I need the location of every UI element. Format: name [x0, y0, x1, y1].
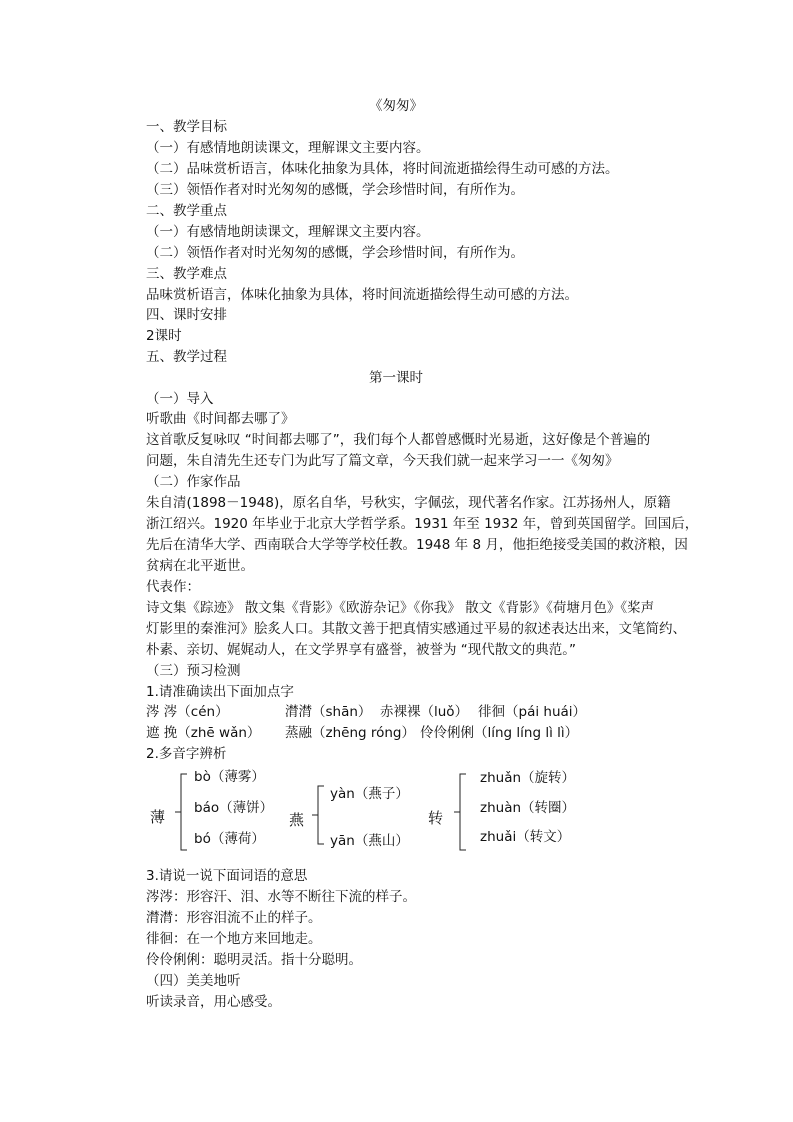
definition-line: 伶伶俐俐：聪明灵活。指十分聪明。: [146, 952, 362, 968]
pinyin-item: 赤裸裸（luǒ）: [380, 704, 469, 720]
question-1: 1.请准确读出下面加点字: [146, 684, 294, 700]
lesson-title: 第一课时: [369, 370, 423, 386]
polyphone-option: yàn（燕子）: [330, 786, 409, 802]
question-2: 2.多音字辨析: [146, 746, 227, 762]
key-point-item: （二）领悟作者对时光匆匆的感慨，学会珍惜时间，有所作为。: [146, 245, 524, 261]
section-heading-key-points: 二、教学重点: [146, 203, 227, 219]
bio-line: 贫病在北平逝世。: [146, 558, 254, 574]
polyphone-char-bao: 薄: [150, 808, 166, 826]
schedule-text: 2课时: [146, 328, 182, 344]
section-heading-process: 五、教学过程: [146, 349, 227, 365]
polyphone-option: zhuàn（转圈）: [480, 800, 576, 816]
listen-text: 听读录音，用心感受。: [146, 994, 281, 1010]
intro-paragraph-line: 这首歌反复咏叹 “时间都去哪了”，我们每个人都曾感慨时光易逝，这好像是个普遍的: [146, 432, 651, 448]
part-heading-listen: （四）美美地听: [146, 973, 241, 989]
works-line: 灯影里的秦淮河》脍炙人口。其散文善于把真情实感通过平易的叙述表达出来，文笔简约、: [146, 621, 686, 637]
section-heading-schedule: 四、课时安排: [146, 307, 227, 323]
works-label: 代表作：: [146, 579, 200, 595]
polyphone-option: bò（薄雾）: [194, 769, 265, 785]
definition-line: 潸潸：形容泪流不止的样子。: [146, 910, 322, 926]
polyphone-option: yān（燕山）: [330, 833, 409, 849]
key-point-item: （一）有感情地朗读课文，理解课文主要内容。: [146, 224, 430, 240]
brace-yan: [312, 784, 326, 846]
works-line: 朴素、亲切、娓娓动人，在文学界享有盛誉，被誉为 “现代散文的典范。”: [146, 642, 577, 658]
pinyin-item: 伶伶俐俐（líng líng lì lì）: [420, 725, 579, 741]
polyphone-char-zhuan: 转: [428, 809, 444, 827]
difficulty-text: 品味赏析语言，体味化抽象为具体，将时间流逝描绘得生动可感的方法。: [146, 287, 578, 303]
question-3: 3.请说一说下面词语的意思: [146, 868, 308, 884]
document-title: 《匆匆》: [369, 98, 423, 114]
pinyin-item: 蒸融（zhēng róng）: [285, 725, 416, 741]
polyphone-option: zhuǎn（旋转）: [480, 770, 576, 786]
brace-bao: [175, 772, 189, 852]
pinyin-item: 潸潸（shān）: [285, 704, 372, 720]
bio-line: 先后在清华大学、西南联合大学等学校任教。1948 年 8 月，他拒绝接受美国的救济粮，因: [146, 537, 688, 553]
objective-item: （二）品味赏析语言，体味化抽象为具体，将时间流逝描绘得生动可感的方法。: [146, 161, 619, 177]
objective-item: （一）有感情地朗读课文，理解课文主要内容。: [146, 140, 430, 156]
part-heading-intro: （一）导入: [146, 391, 214, 407]
works-line: 诗文集《踪迹》 散文集《背影》《欧游杂记》《你我》 散文《背影》《荷塘月色》《桨声: [146, 600, 655, 616]
section-heading-objectives: 一、教学目标: [146, 119, 227, 135]
polyphone-option: zhuǎi（转文）: [480, 829, 571, 845]
part-heading-preview: （三）预习检测: [146, 663, 241, 679]
polyphone-option: bó（薄荷）: [194, 831, 265, 847]
pinyin-item: 涔 涔（cén）: [146, 704, 229, 720]
pinyin-item: 徘徊（pái huái）: [478, 704, 587, 720]
objective-item: （三）领悟作者对时光匆匆的感慨，学会珍惜时间，有所作为。: [146, 182, 524, 198]
bio-line: 浙江绍兴。1920 年毕业于北京大学哲学系。1931 年至 1932 年，曾到英国留学。回国后，: [146, 516, 699, 532]
brace-zhuan: [454, 772, 468, 852]
definition-line: 徘徊：在一个地方来回地走。: [146, 931, 322, 947]
intro-paragraph-line: 问题，朱自清先生还专门为此写了篇文章，今天我们就一起来学习一一《匆匆》: [146, 453, 619, 469]
section-heading-difficulties: 三、教学难点: [146, 266, 227, 282]
intro-line: 听歌曲《时间都去哪了》: [146, 411, 295, 427]
polyphone-option: báo（薄饼）: [194, 800, 274, 816]
polyphone-char-yan: 燕: [289, 811, 305, 829]
pinyin-item: 遮 挽（zhē wǎn）: [146, 725, 261, 741]
definition-line: 涔涔：形容汗、泪、水等不断往下流的样子。: [146, 889, 416, 905]
bio-line: 朱自清(1898－1948)，原名自华，号秋实，字佩弦，现代著名作家。江苏扬州人，原籍: [146, 495, 671, 511]
part-heading-author: （二）作家作品: [146, 474, 241, 490]
